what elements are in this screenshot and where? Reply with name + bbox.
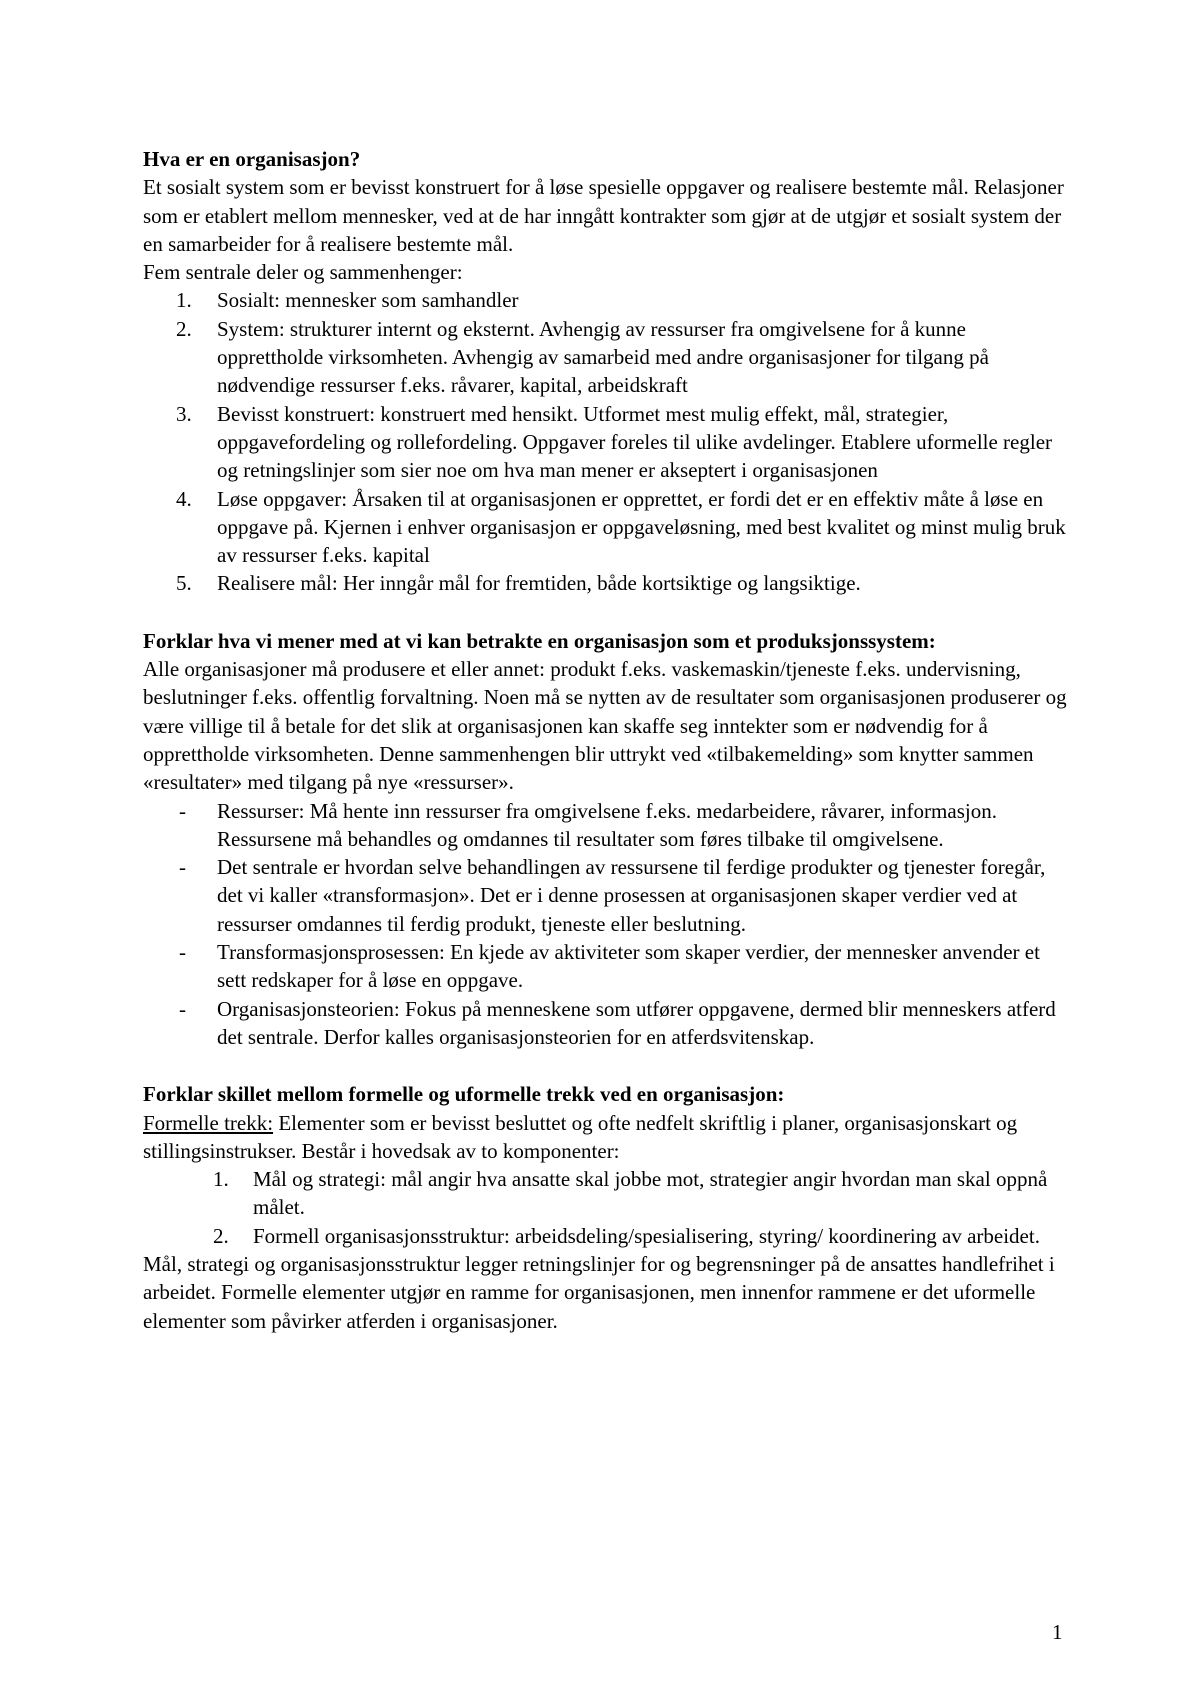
list-marker: 3.	[176, 401, 192, 426]
list-item	[143, 569, 1073, 597]
list-item-text: Bevisst konstruert: konstruert med hensikt. Utformet mest mulig effekt, mål, strategier, oppgavefordeling og rollefordeling. Oppgaver foreles til ulike avdelinger. Etablere uformelle regler og retningslinjer som sier noe om hva man mener er akseptert i organisasjonen	[217, 401, 1053, 483]
list-marker: 4.	[176, 486, 192, 511]
list-item	[143, 853, 1073, 938]
list-marker: -	[179, 798, 186, 823]
list-marker: -	[179, 996, 186, 1021]
spacer	[143, 1051, 1073, 1080]
list-item	[143, 286, 1073, 314]
list-item-text: Realisere mål: Her inngår mål for fremtiden, både kortsiktige og langsiktige.	[217, 571, 861, 596]
formal-traits-text: Elementer som er bevisst besluttet og ofte nedfelt skriftlig i planer, organisasjonskart og stillingsinstrukser. Består i hovedsak av to komponenter:	[143, 1110, 1018, 1163]
list-item	[143, 995, 1073, 1052]
list-item	[143, 1165, 1073, 1222]
list-item-text: System: strukturer internt og eksternt. Avhengig av ressurser fra omgivelsene for å kunne opprettholde virksomheten. Avhengig av samarbeid med andre organisasjoner for tilgang på nødvendige ressurser f.eks. råvarer, kapital, arbeidskraft	[217, 316, 989, 398]
paragraph: Fem sentrale deler og sammenhenger:	[143, 260, 463, 285]
list-item	[143, 1222, 1073, 1250]
section-heading: Forklar hva vi mener med at vi kan betrakte en organisasjon som et produksjonssystem:	[143, 628, 936, 653]
list-item-text: Løse oppgaver: Årsaken til at organisasjonen er opprettet, er fordi det er en effektiv måte å løse en oppgave på. Kjernen i enhver organisasjon er oppgaveløsning, med best kvalitet og minst mulig bruk av ressurser f.eks. kapital	[217, 486, 1066, 568]
paragraph	[143, 1109, 1073, 1166]
section-heading: Hva er en organisasjon?	[143, 147, 361, 171]
spacer	[143, 598, 1073, 627]
list-marker: 1.	[176, 288, 192, 313]
numbered-list	[143, 1165, 1073, 1250]
paragraph: Et sosialt system som er bevisst konstruert for å løse spesielle oppgaver og realisere bestemte mål. Relasjoner som er etablert mellom mennesker, ved at de har inngått kontrakter som gjør at de utgjør et sosialt system der en samarbeider for å realisere bestemte mål.	[143, 175, 1064, 256]
list-item-text: Sosialt: mennesker som samhandler	[217, 288, 519, 313]
list-item	[143, 315, 1073, 400]
list-marker: 1.	[213, 1167, 229, 1192]
list-marker: -	[179, 855, 186, 880]
list-item	[143, 938, 1073, 995]
list-item-text: Ressurser: Må hente inn ressurser fra omgivelsene f.eks. medarbeidere, råvarer, informasjon. Ressursene må behandles og omdannes til resultater som føres tilbake til omgivelsene.	[217, 798, 997, 851]
list-item	[143, 485, 1073, 570]
list-item-text: Mål og strategi: mål angir hva ansatte skal jobbe mot, strategier angir hvordan man skal oppnå målet.	[253, 1167, 1048, 1220]
numbered-list	[143, 286, 1073, 597]
list-item-text: Transformasjonsprosessen: En kjede av aktiviteter som skaper verdier, der mennesker anvender et sett redskaper for å løse en oppgave.	[217, 940, 1040, 993]
section-heading: Forklar skillet mellom formelle og uformelle trekk ved en organisasjon:	[143, 1082, 785, 1107]
list-item-text: Organisasjonsteorien: Fokus på menneskene som utfører oppgavene, dermed blir menneskers atferd det sentrale. Derfor kalles organisasjonsteorien for en atferdsvitenskap.	[217, 996, 1056, 1049]
formal-traits-label: Formelle trekk:	[143, 1110, 274, 1135]
page-number: 1	[1052, 1620, 1063, 1644]
list-marker: 5.	[176, 571, 192, 596]
dash-list	[143, 797, 1073, 1052]
list-item-text: Formell organisasjonsstruktur: arbeidsdeling/spesialisering, styring/ koordinering av arbeidet.	[253, 1223, 1040, 1248]
paragraph: Mål, strategi og organisasjonsstruktur legger retningslinjer for og begrensninger på de ansattes handlefrihet i arbeidet. Formelle elementer utgjør en ramme for organisasjonen, men innenfor rammene er det uformelle elementer som påvirker atferden i organisasjoner.	[143, 1251, 1055, 1333]
paragraph: Alle organisasjoner må produsere et eller annet: produkt f.eks. vaskemaskin/tjeneste f.eks. undervisning, beslutninger f.eks. offentlig forvaltning. Noen må se nytten av de resultater som organisasjonen produserer og være villige til å betale for det slik at organisasjonen kan skaffe seg inntekter som er nødvendig for å opprettholde virksomheten. Denne sammenhengen blir uttrykt ved «tilbakemelding» som knytter sammen «resultater» med tilgang på nye «ressurser».	[143, 657, 1067, 795]
list-marker: -	[179, 940, 186, 965]
list-item	[143, 797, 1073, 854]
page-content	[143, 145, 1073, 1335]
list-marker: 2.	[176, 316, 192, 341]
list-marker: 2.	[213, 1223, 229, 1248]
list-item	[143, 400, 1073, 485]
list-item-text: Det sentrale er hvordan selve behandlingen av ressursene til ferdige produkter og tjenester foregår, det vi kaller «transformasjon». Det er i denne prosessen at organisasjonen skaper verdier ved at ressurser omdannes til ferdig produkt, tjeneste eller beslutning.	[217, 855, 1046, 936]
